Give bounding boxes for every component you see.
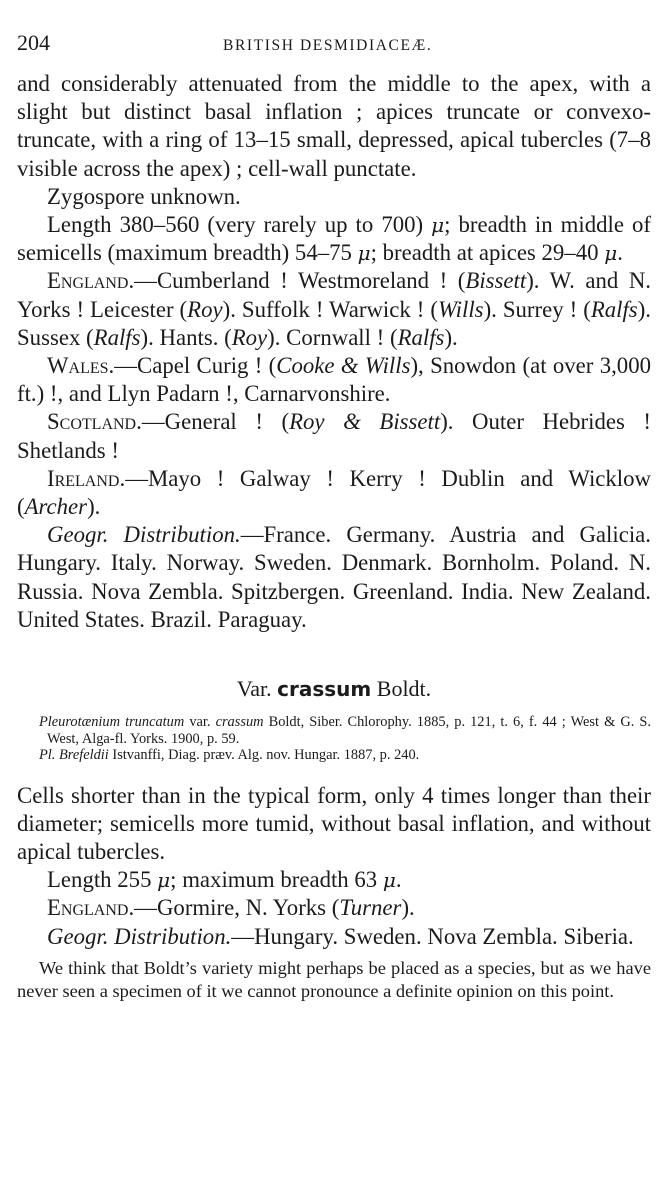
variety-heading: Var. crassum Boldt. bbox=[236, 676, 432, 702]
variety-measurements-paragraph: Length 255 μ; maximum breadth 63 μ. bbox=[47, 867, 402, 893]
variety-description-paragraph: Cells shorter than in the typical form, only 4 times longer than their diameter; semicells more tumid, without basal inflation, and without apical tubercles. bbox=[17, 782, 651, 864]
note-paragraph: We think that Boldt’s variety might perhaps be placed as a species, but as we have never seen a specimen of it we cannot pronounce a definite opinion on this point. bbox=[17, 957, 651, 1001]
geographic-distribution-paragraph: Geogr. Distribution.—France. Germany. Austria and Galicia. Hungary. Italy. Norway. Sweden. Denmark. Bornholm. Poland. N. Russia. Nova Zembla. Spitzbergen. Greenland. India. New Zealand. United States. Brazil. Paraguay. bbox=[17, 522, 651, 632]
synonymy-line: Pl. Brefeldii Istvanffi, Diag. præv. Alg. nov. Hungar. 1887, p. 240. bbox=[39, 747, 420, 764]
variety-text bbox=[17, 782, 651, 951]
england-paragraph: England.—Cumberland ! Westmoreland ! (Bissett). W. and N. Yorks ! Leicester (Roy). Suffolk ! Warwick ! (Wills). Surrey ! (Ralfs). Sussex (Ralfs). Hants. (Roy). Cornwall ! (Ralfs). bbox=[17, 268, 651, 350]
synonymy-block bbox=[17, 714, 651, 764]
ireland-paragraph: Ireland.—Mayo ! Galway ! Kerry ! Dublin and Wicklow (Archer). bbox=[17, 465, 651, 520]
running-head: BRITISH DESMIDIACEÆ. bbox=[223, 37, 433, 54]
measurements-paragraph: Length 380–560 (very rarely up to 700) μ; breadth in middle of semicells (maximum breadth) 54–75 μ; breadth at apices 29–40 μ. bbox=[17, 212, 651, 266]
scotland-paragraph: Scotland.—General ! (Roy & Bissett). Outer Hebrides ! Shetlands ! bbox=[17, 409, 651, 463]
variety-geographic-distribution-paragraph: Geogr. Distribution.—Hungary. Sweden. Nova Zembla. Siberia. bbox=[47, 923, 634, 949]
synonymy-line: Pleurotænium truncatum var. crassum Boldt, Siber. Chlorophy. 1885, p. 121, t. 6, f. 44 ; West & G. S. West, Alga-fl. Yorks. 1900, p. 59. bbox=[39, 714, 652, 747]
zygospore-paragraph: Zygospore unknown. bbox=[47, 183, 241, 209]
main-text bbox=[17, 70, 651, 634]
page-number: 204 bbox=[17, 30, 50, 55]
description-paragraph: and considerably attenuated from the middle to the apex, with a slight but distinct basal inflation ; apices truncate or convexo-truncate, with a ring of 13–15 small, depressed, apical tubercles (7–8 visible across the apex) ; cell-wall punctate. bbox=[17, 71, 651, 181]
wales-paragraph: Wales.—Capel Curig ! (Cooke & Wills), Snowdon (at over 3,000 ft.) !, and Llyn Padarn !, Carnarvonshire. bbox=[17, 353, 651, 407]
editorial-note bbox=[17, 957, 651, 1003]
page-header bbox=[17, 30, 651, 56]
variety-england-paragraph: England.—Gormire, N. Yorks (Turner). bbox=[47, 895, 415, 921]
